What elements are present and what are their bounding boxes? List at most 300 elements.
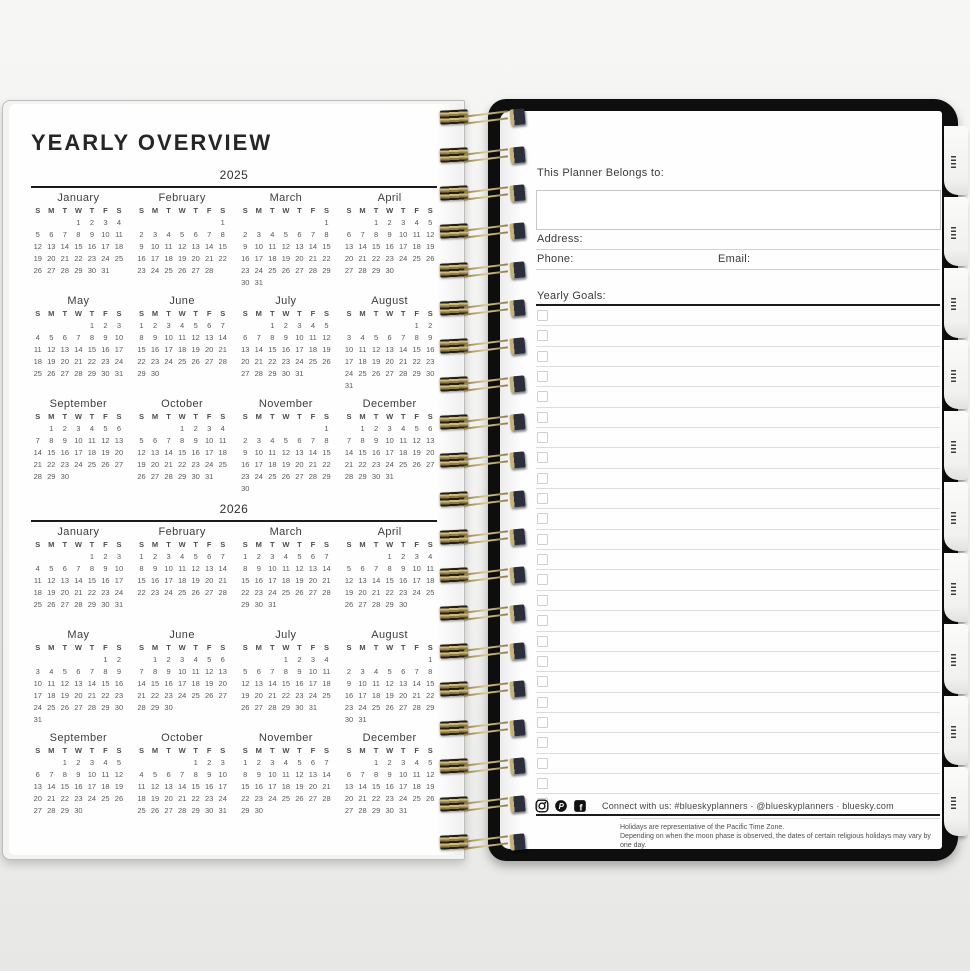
day-cell: 21 — [308, 254, 318, 263]
day-cell: 29 — [268, 369, 277, 378]
day-cell — [279, 217, 293, 229]
day-cell: 17 — [308, 679, 318, 688]
weekday-letter: S — [35, 309, 41, 318]
day-cell: 25 — [412, 794, 421, 803]
day-cell: 10 — [412, 564, 421, 573]
day-cell — [306, 599, 320, 611]
day-cell — [320, 702, 334, 714]
day-cell: 29 — [322, 472, 331, 481]
coil-right-clasp — [509, 604, 525, 621]
weekday-letter: M — [359, 540, 366, 549]
coil-wire — [464, 759, 508, 766]
day-cell: 23 — [150, 357, 160, 366]
binding-coil — [440, 794, 525, 814]
month-name: August — [371, 629, 408, 641]
day-cell: 19 — [60, 691, 69, 700]
day-cell: 9 — [62, 436, 67, 445]
weekday-letter: T — [297, 746, 302, 755]
holidays-fine-print — [620, 823, 940, 850]
day-cell: 22 — [241, 794, 250, 803]
day-cell: 30 — [101, 600, 110, 609]
weekday-letter: M — [151, 746, 159, 755]
week-row — [239, 563, 334, 575]
day-cell: 15 — [268, 345, 277, 354]
weekday-letter: F — [103, 309, 108, 318]
weekday-letter: S — [346, 643, 352, 652]
day-cell: 2 — [152, 321, 158, 330]
day-cell — [162, 368, 176, 380]
day-cell: 30 — [371, 472, 381, 481]
weekday-letter: S — [116, 746, 122, 755]
year-section-2026 — [31, 502, 437, 829]
coil-right-clasp — [509, 719, 525, 736]
weekday-header-row — [342, 205, 437, 217]
week-row — [342, 702, 437, 714]
goal-row — [536, 347, 940, 367]
day-cell: 20 — [60, 357, 69, 366]
week-row — [342, 241, 437, 253]
day-cell: 30 — [241, 278, 250, 287]
day-cell: 5 — [116, 758, 122, 767]
day-cell: 18 — [268, 254, 277, 263]
weekday-letter: F — [414, 643, 419, 652]
day-cell: 13 — [150, 448, 160, 457]
week-row — [342, 599, 437, 611]
day-cell: 26 — [412, 460, 421, 469]
goal-row — [536, 611, 940, 631]
day-cell: 8 — [270, 333, 275, 342]
week-row — [135, 459, 230, 471]
day-cell: 2 — [256, 758, 261, 767]
week-row — [239, 575, 334, 587]
weekday-header-row — [342, 308, 437, 320]
day-cell: 22 — [371, 254, 381, 263]
goal-checkbox — [537, 412, 548, 423]
coil-wire — [464, 110, 508, 117]
weekday-letter: T — [373, 643, 379, 652]
day-cell: 17 — [358, 691, 367, 700]
day-cell: 5 — [414, 424, 419, 433]
day-cell: 23 — [426, 357, 435, 366]
goal-row — [536, 672, 940, 692]
day-cell: 7 — [180, 770, 185, 779]
day-cell: 14 — [344, 448, 354, 457]
week-row — [342, 380, 437, 392]
week-row — [342, 563, 437, 575]
weekday-letter: T — [270, 309, 275, 318]
day-cell: 14 — [47, 782, 56, 791]
day-cell: 18 — [137, 794, 146, 803]
day-cell: 18 — [268, 460, 277, 469]
day-cell: 16 — [344, 691, 354, 700]
day-cell — [45, 320, 59, 332]
day-cell: 16 — [371, 448, 381, 457]
day-cell: 25 — [412, 254, 421, 263]
coil-wire — [464, 270, 508, 277]
weekday-letter: S — [346, 412, 352, 421]
day-cell — [320, 805, 334, 817]
edge-tab — [944, 553, 968, 622]
day-cell: 4 — [139, 770, 144, 779]
belongs-label: This Planner Belongs to: — [537, 167, 665, 179]
day-cell: 27 — [295, 266, 304, 275]
coil-wire — [464, 606, 508, 613]
day-cell: 5 — [387, 667, 392, 676]
week-row — [31, 757, 126, 769]
day-cell: 10 — [295, 333, 304, 342]
coil-right-clasp — [509, 566, 525, 583]
week-row — [135, 320, 230, 332]
day-cell: 27 — [344, 266, 354, 275]
day-cell: 20 — [358, 588, 367, 597]
day-cell: 21 — [74, 357, 83, 366]
day-cell: 13 — [218, 667, 227, 676]
day-cell — [189, 702, 203, 714]
day-cell: 24 — [308, 691, 318, 700]
day-cell — [252, 217, 266, 229]
day-cell — [189, 368, 203, 380]
goal-row — [536, 693, 940, 713]
coil-right-clasp — [509, 490, 525, 507]
day-cell: 22 — [322, 254, 331, 263]
month-name: November — [258, 398, 313, 410]
day-cell: 2 — [103, 321, 108, 330]
month-october — [135, 732, 230, 829]
day-cell: 4 — [116, 218, 122, 227]
day-cell: 28 — [322, 588, 331, 597]
day-cell — [252, 654, 266, 666]
day-cell: 11 — [281, 564, 290, 573]
coil-wire — [464, 263, 508, 270]
binding-coil — [440, 412, 525, 432]
day-cell: 20 — [164, 794, 173, 803]
week-row — [239, 551, 334, 563]
day-cell: 24 — [177, 691, 187, 700]
weekday-letter: T — [193, 540, 198, 549]
day-cell: 21 — [254, 357, 263, 366]
day-cell: 3 — [387, 424, 392, 433]
day-cell — [58, 551, 72, 563]
day-cell: 27 — [60, 369, 69, 378]
weekday-letter: S — [427, 540, 433, 549]
day-cell: 19 — [385, 691, 394, 700]
coil-wire — [464, 492, 508, 499]
weekday-letter: T — [400, 206, 406, 215]
day-cell — [293, 599, 307, 611]
day-cell: 7 — [310, 230, 316, 239]
coil-right-clasp — [509, 681, 525, 698]
day-cell: 24 — [344, 369, 354, 378]
day-cell: 9 — [256, 770, 261, 779]
day-cell: 23 — [60, 460, 69, 469]
day-cell: 5 — [49, 333, 54, 342]
day-cell: 16 — [254, 782, 263, 791]
day-cell: 9 — [243, 242, 248, 251]
day-cell: 14 — [137, 679, 146, 688]
day-cell: 27 — [254, 703, 263, 712]
day-cell: 15 — [281, 679, 291, 688]
weekday-letter: T — [62, 643, 68, 652]
day-cell: 2 — [103, 552, 108, 561]
day-cell: 2 — [152, 552, 158, 561]
coil-wire — [464, 194, 508, 201]
week-row — [135, 781, 230, 793]
day-cell: 6 — [166, 770, 171, 779]
day-cell: 16 — [150, 576, 160, 585]
week-row — [239, 483, 334, 495]
day-cell: 11 — [281, 770, 290, 779]
day-cell: 10 — [358, 679, 367, 688]
day-cell: 28 — [344, 472, 354, 481]
week-row — [135, 229, 230, 241]
day-cell: 4 — [283, 758, 288, 767]
day-cell — [148, 217, 162, 229]
day-cell — [396, 380, 410, 392]
day-cell: 26 — [114, 794, 124, 803]
day-cell: 25 — [281, 794, 291, 803]
day-cell: 14 — [308, 242, 318, 251]
week-row — [342, 253, 437, 265]
day-cell: 17 — [205, 448, 214, 457]
day-cell: 28 — [398, 369, 408, 378]
weekday-letter: F — [206, 643, 212, 652]
day-cell: 17 — [114, 345, 124, 354]
day-cell — [293, 805, 307, 817]
day-cell: 19 — [426, 782, 435, 791]
day-cell: 4 — [89, 424, 94, 433]
day-cell — [216, 471, 230, 483]
day-cell: 12 — [241, 679, 250, 688]
binding-coil — [440, 298, 525, 318]
day-cell: 23 — [398, 588, 408, 597]
day-cell — [148, 423, 162, 435]
goal-row — [536, 489, 940, 509]
day-cell: 22 — [47, 460, 56, 469]
day-cell: 2 — [76, 758, 81, 767]
day-cell — [293, 483, 307, 495]
month-name: October — [161, 398, 204, 410]
day-cell: 16 — [74, 782, 83, 791]
coil-right-clasp — [509, 223, 525, 240]
day-cell — [175, 757, 189, 769]
month-november — [239, 398, 334, 495]
weekday-letter: W — [178, 206, 186, 215]
coil-wire — [464, 416, 508, 423]
month-april — [342, 526, 437, 623]
day-cell: 16 — [191, 448, 200, 457]
day-cell: 24 — [114, 357, 124, 366]
day-cell — [252, 483, 266, 495]
weekday-letter: W — [74, 309, 82, 318]
day-cell: 3 — [401, 218, 406, 227]
day-cell: 13 — [241, 345, 250, 354]
weekday-header-row — [135, 539, 230, 551]
day-cell — [99, 471, 113, 483]
coil-wire — [464, 652, 508, 659]
day-cell: 5 — [139, 436, 144, 445]
day-cell: 20 — [426, 448, 435, 457]
weekday-letter: S — [323, 206, 329, 215]
day-cell: 17 — [344, 357, 354, 366]
weekday-letter: W — [74, 643, 82, 652]
day-cell: 3 — [35, 667, 40, 676]
day-cell: 4 — [220, 424, 225, 433]
day-cell — [410, 805, 424, 817]
week-row — [135, 447, 230, 459]
day-cell — [410, 265, 424, 277]
weekday-header-row — [239, 539, 334, 551]
week-row — [31, 599, 126, 611]
day-cell: 27 — [150, 472, 160, 481]
week-row — [239, 690, 334, 702]
weekday-letter: S — [35, 540, 41, 549]
weekday-letter: F — [310, 643, 316, 652]
day-cell — [320, 368, 334, 380]
day-cell: 30 — [398, 600, 408, 609]
day-cell — [356, 380, 370, 392]
day-cell: 14 — [74, 576, 83, 585]
week-row — [239, 344, 334, 356]
week-row — [342, 332, 437, 344]
weekday-letter: M — [255, 412, 262, 421]
day-cell: 11 — [268, 448, 277, 457]
week-row — [342, 217, 437, 229]
day-cell: 22 — [385, 588, 394, 597]
goal-checkbox — [537, 737, 548, 748]
day-cell: 29 — [241, 806, 250, 815]
day-cell: 4 — [270, 436, 275, 445]
day-cell: 29 — [358, 472, 367, 481]
day-cell: 16 — [87, 242, 97, 251]
week-row — [31, 320, 126, 332]
day-cell: 24 — [385, 460, 394, 469]
day-cell — [306, 277, 320, 289]
day-cell: 24 — [398, 254, 408, 263]
day-cell — [252, 423, 266, 435]
day-cell: 29 — [191, 806, 200, 815]
day-cell: 24 — [150, 266, 160, 275]
week-row — [135, 551, 230, 563]
day-cell: 7 — [360, 230, 365, 239]
goal-row — [536, 550, 940, 570]
day-cell: 3 — [89, 758, 94, 767]
day-cell: 20 — [344, 254, 354, 263]
week-row — [342, 793, 437, 805]
weekday-letter: S — [116, 643, 122, 652]
day-cell: 26 — [241, 703, 250, 712]
coil-wire — [464, 454, 508, 461]
day-cell — [266, 805, 280, 817]
week-row — [239, 793, 334, 805]
day-cell: 24 — [295, 357, 304, 366]
day-cell: 3 — [152, 230, 158, 239]
day-cell: 23 — [114, 691, 124, 700]
week-row — [239, 599, 334, 611]
months-grid — [31, 526, 437, 829]
day-cell: 5 — [297, 758, 302, 767]
day-cell — [369, 714, 383, 726]
day-cell: 29 — [87, 600, 97, 609]
day-cell: 29 — [101, 703, 110, 712]
coil-wire — [464, 797, 508, 804]
day-cell: 17 — [177, 679, 187, 688]
month-june — [135, 295, 230, 392]
day-cell: 31 — [295, 369, 304, 378]
day-cell: 7 — [310, 436, 316, 445]
goal-row — [536, 570, 940, 590]
day-cell: 4 — [283, 552, 288, 561]
day-cell: 12 — [60, 679, 69, 688]
week-row — [31, 551, 126, 563]
day-cell: 10 — [308, 667, 318, 676]
day-cell: 25 — [47, 703, 56, 712]
day-cell: 26 — [47, 369, 56, 378]
week-row — [31, 471, 126, 483]
day-cell: 18 — [398, 448, 408, 457]
day-cell: 16 — [385, 782, 394, 791]
weekday-letter: M — [151, 540, 159, 549]
goal-row — [536, 591, 940, 611]
day-cell: 9 — [283, 333, 288, 342]
day-cell: 25 — [33, 369, 42, 378]
coil-wire — [464, 842, 508, 849]
day-cell — [342, 320, 356, 332]
week-row — [239, 654, 334, 666]
day-cell: 14 — [60, 242, 69, 251]
week-row — [135, 265, 230, 277]
weekday-letter: S — [323, 643, 329, 652]
day-cell — [396, 320, 410, 332]
weekday-letter: W — [386, 412, 394, 421]
week-row — [342, 471, 437, 483]
day-cell: 11 — [178, 564, 187, 573]
day-cell: 29 — [371, 806, 381, 815]
day-cell: 3 — [166, 321, 171, 330]
week-row — [31, 368, 126, 380]
day-cell: 14 — [371, 576, 381, 585]
weekday-letter: W — [178, 309, 186, 318]
coil-wire — [464, 683, 508, 690]
day-cell: 6 — [428, 424, 433, 433]
day-cell — [410, 380, 424, 392]
svg-text:f: f — [579, 802, 583, 813]
address-label: Address: — [537, 233, 583, 245]
day-cell — [279, 423, 293, 435]
month-name: November — [258, 732, 313, 744]
weekday-letter: S — [242, 206, 248, 215]
day-cell — [72, 714, 86, 726]
day-cell: 2 — [139, 230, 144, 239]
weekday-letter: W — [386, 309, 394, 318]
month-name: July — [275, 295, 297, 307]
day-cell — [239, 423, 253, 435]
day-cell — [45, 551, 59, 563]
day-cell: 14 — [33, 448, 42, 457]
day-cell — [342, 423, 356, 435]
day-cell: 10 — [177, 667, 187, 676]
day-cell: 8 — [243, 770, 248, 779]
weekday-letter: S — [220, 412, 226, 421]
day-cell: 31 — [205, 472, 214, 481]
day-cell: 24 — [74, 460, 83, 469]
day-cell: 22 — [358, 460, 367, 469]
day-cell: 7 — [76, 333, 81, 342]
day-cell: 20 — [308, 782, 318, 791]
week-row — [239, 320, 334, 332]
day-cell: 18 — [114, 242, 124, 251]
goal-checkbox — [537, 493, 548, 504]
day-cell: 8 — [103, 667, 108, 676]
